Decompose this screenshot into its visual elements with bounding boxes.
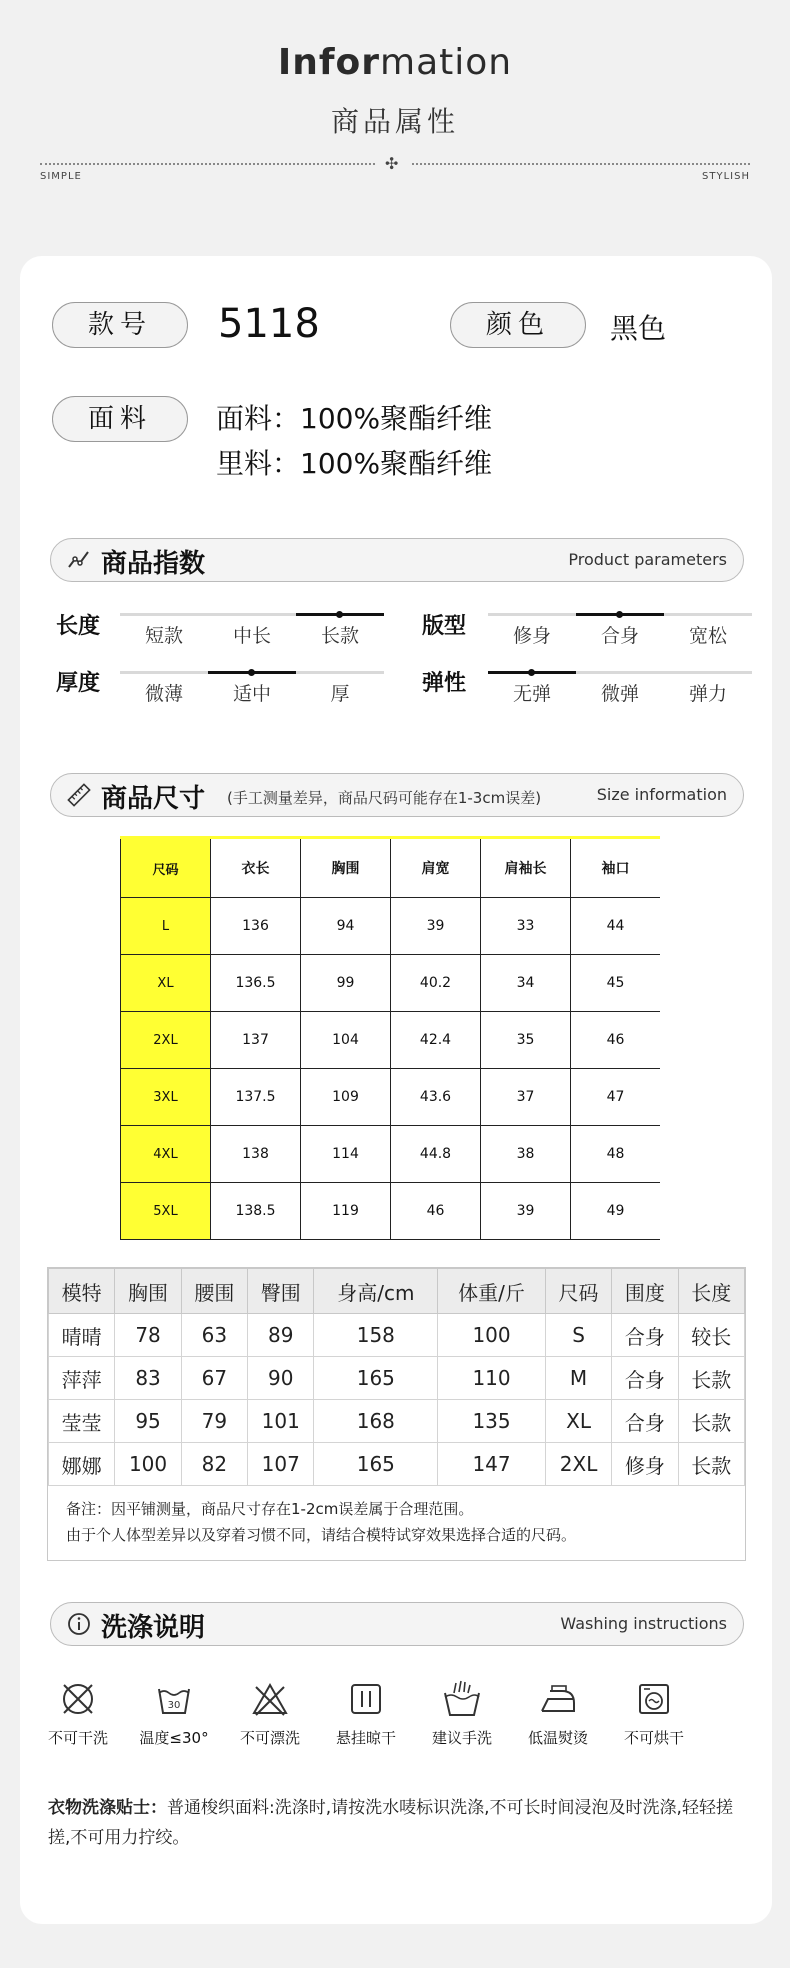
size-title-en: Size information bbox=[596, 785, 727, 804]
wash-item-no-bleach bbox=[224, 1679, 316, 1748]
size-cell: 138 bbox=[211, 1126, 301, 1183]
model-cell: XL bbox=[545, 1400, 611, 1443]
model-col-header: 模特 bbox=[49, 1269, 115, 1314]
size-cell: 37 bbox=[481, 1069, 571, 1126]
index-marker-stretch bbox=[528, 669, 535, 676]
page-subtitle: 商品属性 bbox=[330, 105, 459, 138]
index-banner bbox=[50, 538, 744, 582]
index-marker-thickness bbox=[248, 669, 255, 676]
index-label-stretch: 弹性 bbox=[422, 671, 467, 696]
index-option: 厚 bbox=[330, 683, 350, 705]
size-cell: 2XL bbox=[121, 1012, 211, 1069]
table-row bbox=[49, 1400, 745, 1443]
size-cell: 46 bbox=[391, 1183, 481, 1240]
model-cell: 168 bbox=[314, 1400, 438, 1443]
table-row bbox=[121, 1126, 661, 1183]
index-option: 短款 bbox=[144, 625, 183, 647]
model-cell: 100 bbox=[438, 1314, 546, 1357]
remark-line: 由于个人体型差异以及穿着习惯不同，请结合模特试穿效果选择合适的尺码。 bbox=[66, 1526, 577, 1544]
size-cell: 137.5 bbox=[211, 1069, 301, 1126]
no-tumble-dry-icon bbox=[634, 1679, 674, 1719]
model-cell: 101 bbox=[248, 1400, 314, 1443]
svg-text:30: 30 bbox=[167, 1700, 181, 1711]
size-table-header bbox=[121, 838, 661, 898]
model-cell: 长款 bbox=[678, 1400, 744, 1443]
wash-tips-text: 普通梭织面料:洗涤时,请按洗水唛标识洗涤,不可长时间浸泡及时洗涤,轻轻搓搓,不可用力拧绞。 bbox=[48, 1798, 733, 1848]
wash-title-en: Washing instructions bbox=[560, 1614, 727, 1633]
model-table-header bbox=[49, 1269, 745, 1314]
wash-label: 建议手洗 bbox=[431, 1729, 492, 1747]
size-title: 商品尺寸 bbox=[101, 784, 206, 814]
size-cell: 114 bbox=[301, 1126, 391, 1183]
wash-item-low-iron bbox=[512, 1679, 604, 1748]
wash-item-no-tumble-dry bbox=[608, 1679, 700, 1748]
trend-line-icon bbox=[67, 548, 91, 572]
model-col-header: 尺码 bbox=[545, 1269, 611, 1314]
index-marker-fit bbox=[616, 611, 623, 618]
model-cell: 78 bbox=[115, 1314, 181, 1357]
divider-left bbox=[40, 163, 375, 165]
size-col-header: 尺码 bbox=[121, 838, 211, 898]
model-cell: 107 bbox=[248, 1443, 314, 1486]
model-cell: 147 bbox=[438, 1443, 546, 1486]
size-cell: 48 bbox=[571, 1126, 661, 1183]
size-col-header: 胸围 bbox=[301, 838, 391, 898]
page-title: Information bbox=[277, 42, 513, 83]
size-cell: 3XL bbox=[121, 1069, 211, 1126]
size-cell: 39 bbox=[391, 898, 481, 955]
index-title-en: Product parameters bbox=[568, 550, 727, 569]
color-label: 颜色 bbox=[450, 302, 586, 348]
wash-label: 不可漂洗 bbox=[239, 1729, 300, 1747]
model-col-header: 身高/cm bbox=[314, 1269, 438, 1314]
table-row bbox=[121, 1012, 661, 1069]
model-col-header: 臀围 bbox=[248, 1269, 314, 1314]
size-table bbox=[120, 836, 660, 1240]
fabric-outer: 面料：100%聚酯纤维 bbox=[216, 402, 493, 435]
size-cell: 4XL bbox=[121, 1126, 211, 1183]
model-cell: 110 bbox=[438, 1357, 546, 1400]
model-col-header: 围度 bbox=[612, 1269, 678, 1314]
wash-item-hand-wash bbox=[416, 1679, 508, 1748]
fabric-label: 面料 bbox=[52, 396, 188, 442]
model-cell: 135 bbox=[438, 1400, 546, 1443]
model-col-header: 体重/斤 bbox=[438, 1269, 546, 1314]
model-cell: 95 bbox=[115, 1400, 181, 1443]
model-cell: 修身 bbox=[612, 1443, 678, 1486]
model-cell: M bbox=[545, 1357, 611, 1400]
wash-label: 不可烘干 bbox=[623, 1729, 684, 1747]
size-cell: 44.8 bbox=[391, 1126, 481, 1183]
table-row bbox=[121, 1069, 661, 1126]
wash-item-wash-30 bbox=[128, 1679, 220, 1748]
size-cell: 46 bbox=[571, 1012, 661, 1069]
size-banner bbox=[50, 773, 744, 817]
model-cell: 娜娜 bbox=[49, 1443, 115, 1486]
size-cell: 99 bbox=[301, 955, 391, 1012]
info-card bbox=[20, 256, 772, 1924]
size-cell: 34 bbox=[481, 955, 571, 1012]
table-row bbox=[49, 1357, 745, 1400]
size-col-header: 袖口 bbox=[571, 838, 661, 898]
index-option: 弹力 bbox=[688, 683, 727, 705]
size-cell: 104 bbox=[301, 1012, 391, 1069]
model-cell: S bbox=[545, 1314, 611, 1357]
model-cell: 长款 bbox=[678, 1443, 744, 1486]
index-marker-length bbox=[336, 611, 343, 618]
size-cell: 5XL bbox=[121, 1183, 211, 1240]
model-cell: 合身 bbox=[612, 1357, 678, 1400]
table-row bbox=[49, 1314, 745, 1357]
index-option: 合身 bbox=[600, 625, 639, 647]
remark-line: 备注：因平铺测量，商品尺寸存在1-2cm误差属于合理范围。 bbox=[66, 1500, 474, 1518]
model-cell: 83 bbox=[115, 1357, 181, 1400]
model-cell: 79 bbox=[181, 1400, 247, 1443]
index-option: 适中 bbox=[232, 683, 271, 705]
wash-banner bbox=[50, 1602, 744, 1646]
size-cell: XL bbox=[121, 955, 211, 1012]
size-col-header: 衣长 bbox=[211, 838, 301, 898]
size-cell: 42.4 bbox=[391, 1012, 481, 1069]
table-row bbox=[121, 1183, 661, 1240]
size-cell: 43.6 bbox=[391, 1069, 481, 1126]
ruler-icon bbox=[67, 783, 91, 807]
model-cell: 63 bbox=[181, 1314, 247, 1357]
wash-label: 悬挂晾干 bbox=[335, 1729, 396, 1747]
model-cell: 90 bbox=[248, 1357, 314, 1400]
size-cell: 119 bbox=[301, 1183, 391, 1240]
index-label-length: 长度 bbox=[56, 614, 101, 639]
tag-simple: SIMPLE bbox=[40, 171, 82, 182]
style-no-label: 款号 bbox=[52, 302, 188, 348]
wash-tips-label: 衣物洗涤贴士： bbox=[48, 1798, 167, 1818]
table-row bbox=[121, 898, 661, 955]
model-remarks bbox=[48, 1486, 745, 1560]
size-col-header: 肩宽 bbox=[391, 838, 481, 898]
model-cell: 82 bbox=[181, 1443, 247, 1486]
index-option: 长款 bbox=[320, 625, 359, 647]
model-cell: 158 bbox=[314, 1314, 438, 1357]
color-value: 黑色 bbox=[610, 312, 667, 345]
wash-label: 低温熨烫 bbox=[527, 1729, 588, 1747]
index-option: 无弹 bbox=[512, 683, 551, 705]
cross-ornament-icon: ✣ bbox=[385, 154, 399, 173]
index-title: 商品指数 bbox=[101, 549, 206, 579]
model-cell: 萍萍 bbox=[49, 1357, 115, 1400]
size-note: (手工测量差异，商品尺码可能存在1-3cm误差) bbox=[227, 789, 542, 807]
size-cell: 136 bbox=[211, 898, 301, 955]
fabric-lining: 里料：100%聚酯纤维 bbox=[216, 447, 493, 480]
model-cell: 165 bbox=[314, 1443, 438, 1486]
wash-item-hang-dry bbox=[320, 1679, 412, 1748]
model-cell: 89 bbox=[248, 1314, 314, 1357]
size-cell: 94 bbox=[301, 898, 391, 955]
hand-wash-icon bbox=[440, 1679, 484, 1719]
index-label-thickness: 厚度 bbox=[56, 671, 101, 696]
size-cell: 40.2 bbox=[391, 955, 481, 1012]
size-cell: 137 bbox=[211, 1012, 301, 1069]
index-option: 宽松 bbox=[688, 625, 727, 647]
model-col-header: 胸围 bbox=[115, 1269, 181, 1314]
wash-tips bbox=[48, 1793, 753, 1853]
size-col-header: 肩袖长 bbox=[481, 838, 571, 898]
size-cell: 49 bbox=[571, 1183, 661, 1240]
table-row bbox=[121, 955, 661, 1012]
index-option: 微薄 bbox=[144, 683, 183, 705]
model-cell: 合身 bbox=[612, 1314, 678, 1357]
index-option: 修身 bbox=[512, 625, 551, 647]
size-cell: 33 bbox=[481, 898, 571, 955]
info-icon bbox=[67, 1612, 91, 1636]
model-col-header: 长度 bbox=[678, 1269, 744, 1314]
tag-stylish: STYLISH bbox=[702, 171, 750, 182]
model-cell: 67 bbox=[181, 1357, 247, 1400]
hang-dry-icon bbox=[346, 1679, 386, 1719]
size-cell: 35 bbox=[481, 1012, 571, 1069]
model-cell: 莹莹 bbox=[49, 1400, 115, 1443]
size-cell: 47 bbox=[571, 1069, 661, 1126]
no-dry-clean-icon bbox=[58, 1679, 98, 1719]
low-iron-icon bbox=[536, 1679, 580, 1719]
page-header bbox=[0, 0, 790, 250]
model-cell: 长款 bbox=[678, 1357, 744, 1400]
model-cell: 晴晴 bbox=[49, 1314, 115, 1357]
wash-title: 洗涤说明 bbox=[101, 1613, 206, 1643]
size-cell: 138.5 bbox=[211, 1183, 301, 1240]
table-row bbox=[49, 1443, 745, 1486]
size-cell: L bbox=[121, 898, 211, 955]
size-cell: 136.5 bbox=[211, 955, 301, 1012]
wash-30-icon bbox=[154, 1679, 194, 1719]
wash-item-no-dry-clean bbox=[32, 1679, 124, 1748]
size-cell: 45 bbox=[571, 955, 661, 1012]
size-cell: 39 bbox=[481, 1183, 571, 1240]
model-cell: 合身 bbox=[612, 1400, 678, 1443]
model-col-header: 腰围 bbox=[181, 1269, 247, 1314]
index-label-fit: 版型 bbox=[422, 614, 467, 639]
model-table bbox=[47, 1267, 746, 1561]
no-bleach-icon bbox=[250, 1679, 290, 1719]
wash-label: 温度≤30° bbox=[139, 1729, 209, 1747]
wash-label: 不可干洗 bbox=[47, 1729, 108, 1747]
model-cell: 2XL bbox=[545, 1443, 611, 1486]
model-cell: 165 bbox=[314, 1357, 438, 1400]
divider-right bbox=[412, 163, 750, 165]
size-cell: 38 bbox=[481, 1126, 571, 1183]
index-option: 微弹 bbox=[600, 683, 639, 705]
style-no-value: 5118 bbox=[218, 301, 320, 347]
size-cell: 109 bbox=[301, 1069, 391, 1126]
index-option: 中长 bbox=[232, 625, 271, 647]
model-cell: 较长 bbox=[678, 1314, 744, 1357]
model-cell: 100 bbox=[115, 1443, 181, 1486]
size-cell: 44 bbox=[571, 898, 661, 955]
